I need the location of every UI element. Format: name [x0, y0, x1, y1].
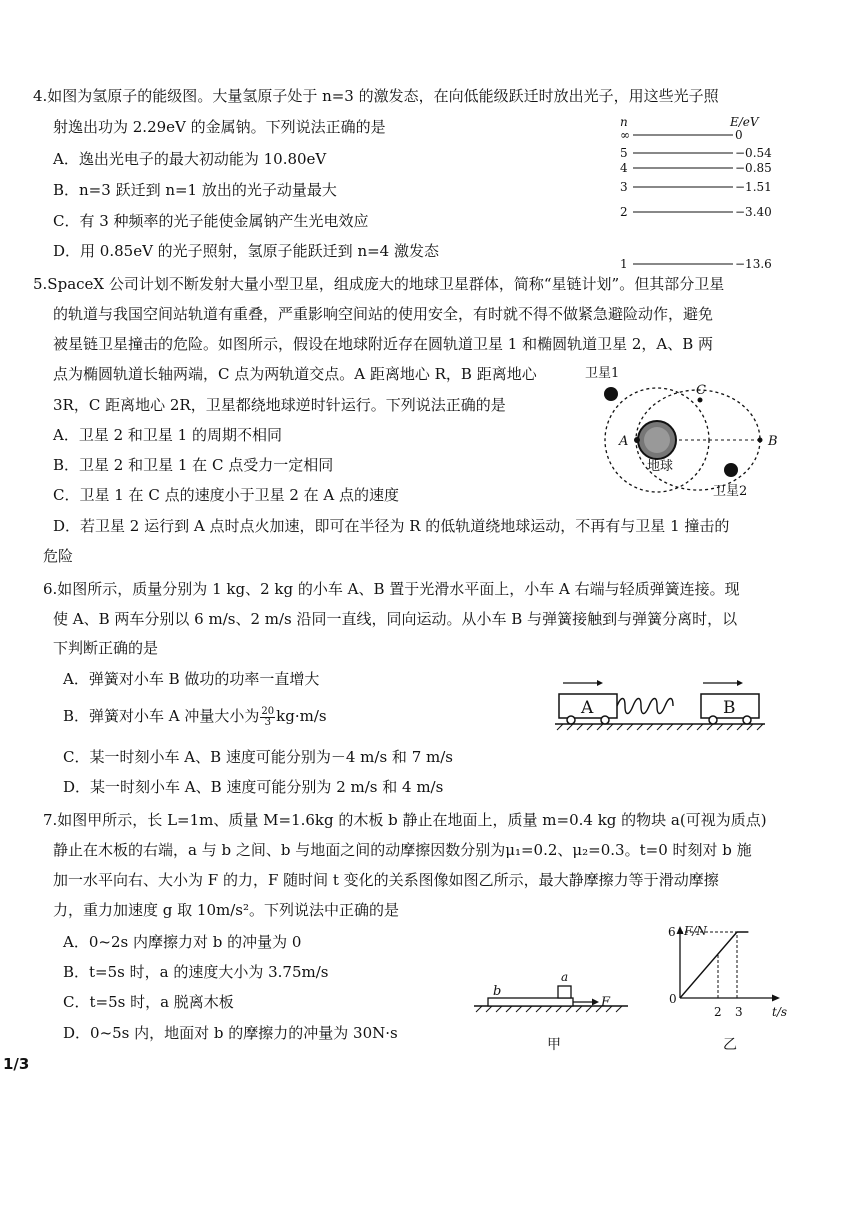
level-1 [620, 257, 772, 271]
satellite-2 [724, 463, 738, 477]
q4-option-b: B．n=3 跃迁到 n=1 放出的光子动量最大 [53, 181, 337, 199]
q5-option-c: C．卫星 1 在 C 点的速度小于卫星 2 在 A 点的速度 [53, 486, 400, 504]
label-a: A [619, 434, 629, 449]
svg-text:0: 0 [735, 128, 743, 142]
caption-yi: 乙 [723, 1037, 737, 1053]
level-3 [620, 180, 772, 194]
ground-hatching [557, 724, 763, 730]
q6-stem-line2: 使 A、B 两车分别以 6 m/s、2 m/s 沿同一直线，同向运动。从小车 B 与弹簧接触到与弹簧分离时，以 [53, 610, 738, 628]
q6-option-a: A．弹簧对小车 B 做功的功率一直增大 [63, 670, 320, 688]
origin-label: 0 [669, 992, 677, 1006]
x-tick-3: 3 [735, 1005, 743, 1019]
point-a [634, 437, 640, 443]
q5-option-d-line1: D．若卫星 2 运行到 A 点时点火加速，即可在半径为 R 的低轨道绕地球运动，不再有与卫星 1 撞击的 [53, 517, 730, 535]
satellite-1-label: 卫星1 [585, 366, 620, 381]
svg-text:1: 1 [620, 257, 628, 271]
svg-text:3: 3 [620, 180, 628, 194]
point-c [698, 398, 703, 403]
svg-text:−1.51: −1.51 [735, 180, 772, 194]
n-header: n [620, 115, 628, 129]
y-axis-arrow [677, 926, 684, 934]
svg-text:−0.85: −0.85 [735, 161, 772, 175]
x-axis-arrow [772, 995, 780, 1002]
svg-text:4: 4 [620, 161, 628, 175]
fraction-20-over-3: $\frac{20}{3}$ [261, 705, 275, 728]
velocity-arrow-b [737, 680, 743, 686]
level-2 [620, 205, 772, 219]
orbit-diagram [585, 362, 785, 504]
level-4 [620, 161, 772, 175]
force-time-line [680, 932, 748, 998]
block-a [558, 986, 571, 998]
block-label: a [561, 970, 569, 984]
board-label: b [493, 984, 502, 999]
q5-option-d-line2: 危险 [43, 547, 74, 565]
q7-option-c: C．t=5s 时，a 脱离木板 [63, 993, 234, 1011]
page-number: 1/3 [3, 1055, 30, 1073]
svg-text:−0.54: −0.54 [735, 146, 772, 160]
svg-text:5: 5 [620, 146, 628, 160]
q5-option-a: A．卫星 2 和卫星 1 的周期不相同 [53, 426, 282, 444]
velocity-arrow-a [597, 680, 603, 686]
q7-stem-line2: 静止在木板的右端，a 与 b 之间、b 与地面之间的动摩擦因数分别为μ₁=0.2、μ₂=0.3。t=0 时刻对 b 施 [53, 841, 752, 859]
q4-stem-line1: 4.如图为氢原子的能级图。大量氢原子处于 n=3 的激发态，在向低能级跃迁时放出光子，用这些光子照 [33, 87, 719, 105]
point-b [758, 438, 763, 443]
spring [617, 699, 673, 714]
q7-option-a: A．0~2s 内摩擦力对 b 的冲量为 0 [63, 933, 302, 951]
label-c: C [696, 383, 706, 398]
caption-jia: 甲 [547, 1037, 561, 1051]
y-tick-6: 6 [668, 925, 676, 939]
svg-text:∞: ∞ [620, 128, 630, 142]
q4-option-d: D．用 0.85eV 的光子照射，氢原子能跃迁到 n=4 激发态 [53, 242, 439, 260]
q5-stem-line1: 5.SpaceX 公司计划不断发射大量小型卫星，组成庞大的地球卫星群体，简称“星链计划”。但其部分卫星 [33, 275, 725, 293]
svg-text:−3.40: −3.40 [735, 205, 772, 219]
force-label: F [601, 995, 611, 1010]
svg-text:−13.6: −13.6 [735, 257, 772, 271]
level-infinity [620, 128, 743, 142]
figure-jia [470, 966, 635, 1051]
q6-option-b: B．弹簧对小车 A 冲量大小为 $\frac{20}{3}$ kg·m/s [63, 705, 327, 728]
q7-stem-line3: 加一水平向右、大小为 F 的力，F 随时间 t 变化的关系图像如图乙所示，最大静摩擦力等于滑动摩擦 [53, 871, 719, 889]
svg-text:2: 2 [620, 205, 628, 219]
energy-header: E/eV [730, 115, 759, 129]
level-5 [620, 146, 772, 160]
q4-stem-line2: 射逸出功为 2.29eV 的金属钠。下列说法正确的是 [53, 118, 386, 136]
energy-level-diagram [615, 112, 790, 272]
q5-stem-line5: 3R，C 距离地心 2R，卫星都绕地球逆时针运行。下列说法正确的是 [53, 396, 506, 414]
q6-stem-line1: 6.如图所示，质量分别为 1 kg、2 kg 的小车 A、B 置于光滑水平面上，小车 A 右端与轻质弹簧连接。现 [43, 580, 740, 598]
board-b [488, 998, 573, 1006]
q4-option-c: C．有 3 种频率的光子能使金属钠产生光电效应 [53, 212, 369, 230]
q7-option-b: B．t=5s 时，a 的速度大小为 3.75m/s [63, 963, 329, 981]
cart-a-label: A [581, 698, 594, 718]
q5-stem-line3: 被星链卫星撞击的危险。如图所示，假设在地球附近存在圆轨道卫星 1 和椭圆轨道卫星 2，A、B 两 [53, 335, 714, 353]
x-tick-2: 2 [714, 1005, 722, 1019]
q4-option-a: A．逸出光电子的最大初动能为 10.80eV [53, 150, 327, 168]
x-axis-label: t/s [772, 1005, 788, 1019]
carts-diagram [553, 678, 768, 736]
figure-yi-chart [660, 922, 800, 1054]
q7-option-d: D．0~5s 内，地面对 b 的摩擦力的冲量为 30N·s [63, 1024, 398, 1042]
q7-stem-line4: 力，重力加速度 g 取 10m/s²。下列说法中正确的是 [53, 901, 399, 919]
q7-stem-line1: 7.如图甲所示，长 L=1m、质量 M=1.6kg 的木板 b 静止在地面上，质量 m=0.4 kg 的物块 a(可视为质点) [43, 811, 767, 829]
cart-b-label: B [723, 698, 736, 718]
y-axis-label: F/N [684, 924, 707, 938]
q5-stem-line4: 点为椭圆轨道长轴两端，C 点为两轨道交点。A 距离地心 R，B 距离地心 [53, 365, 537, 383]
label-b: B [768, 434, 778, 449]
q6-option-c: C．某一时刻小车 A、B 速度可能分别为－4 m/s 和 7 m/s [63, 748, 453, 766]
force-arrow [592, 999, 599, 1006]
q5-stem-line2: 的轨道与我国空间站轨道有重叠，严重影响空间站的使用安全，有时就不得不做紧急避险动作，避免 [53, 305, 714, 323]
q5-option-b: B．卫星 2 和卫星 1 在 C 点受力一定相同 [53, 456, 334, 474]
earth-label: 地球 [647, 459, 674, 474]
satellite-1 [604, 387, 618, 401]
q6-stem-line3: 下判断正确的是 [53, 639, 159, 657]
q6-option-d: D．某一时刻小车 A、B 速度可能分别为 2 m/s 和 4 m/s [63, 778, 444, 796]
satellite-2-label: 卫星2 [713, 484, 748, 499]
